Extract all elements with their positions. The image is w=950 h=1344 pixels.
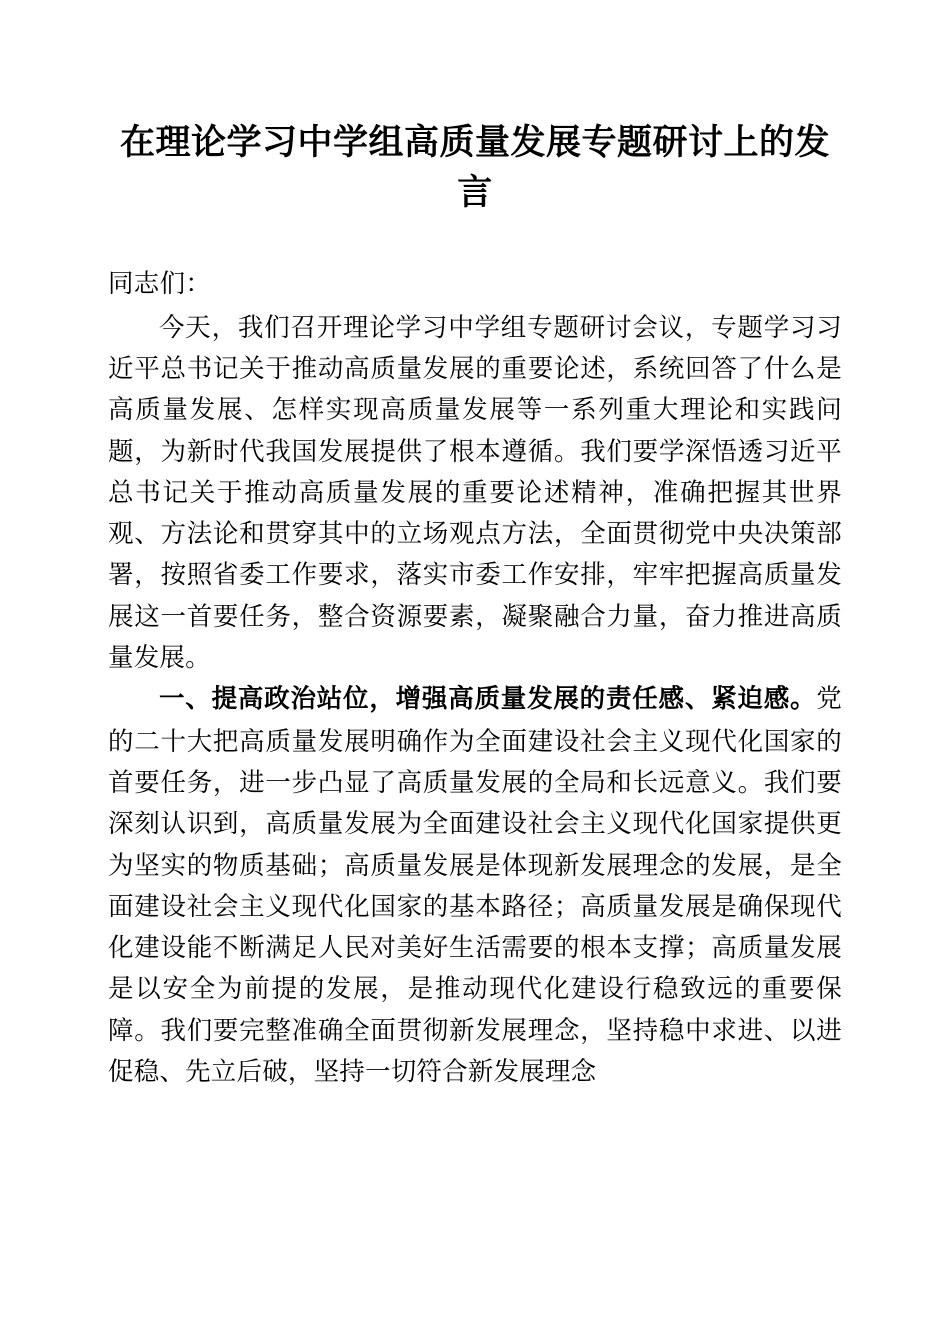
page-title: 在理论学习中学组高质量发展专题研讨上的发言 xyxy=(119,122,830,213)
section-paragraph xyxy=(108,678,842,1092)
salutation: 同志们： xyxy=(108,269,212,299)
body-paragraph: 今天，我们召开理论学习中学组专题研讨会议，专题学习习近平总书记关于推动高质量发展的重要论述，系统回答了什么是高质量发展、怎样实现高质量发展等一系列重大理论和实践问题，为新时代我国发展提供了根本遵循。我们要学深悟透习近平总书记关于推动高质量发展的重要论述精神，准确把握其世界观、方法论和贯穿其中的立场观点方法，全面贯彻党中央决策部署，按照省委工作要求，落实市委工作安排，牢牢把握高质量发展这一首要任务，整合资源要素，凝聚融合力量，奋力推进高质量发展。 xyxy=(108,312,842,673)
section-body-text: 党的二十大把高质量发展明确作为全面建设社会主义现代化国家的首要任务，进一步凸显了高质量发展的全局和长远意义。我们要深刻认识到，高质量发展为全面建设社会主义现代化国家提供更为坚实的物质基础；高质量发展是体现新发展理念的发展，是全面建设社会主义现代化国家的基本路径；高质量发展是确保现代化建设能不断满足人民对美好生活需要的根本支撑；高质量发展是以安全为前提的发展，是推动现代化建设行稳致远的重要保障。我们要完整准确全面贯彻新发展理念，坚持稳中求进、以进促稳、先立后破，坚持一切符合新发展理念 xyxy=(108,684,842,1087)
section-heading: 一、提高政治站位，增强高质量发展的责任感、紧迫感。 xyxy=(159,684,817,715)
